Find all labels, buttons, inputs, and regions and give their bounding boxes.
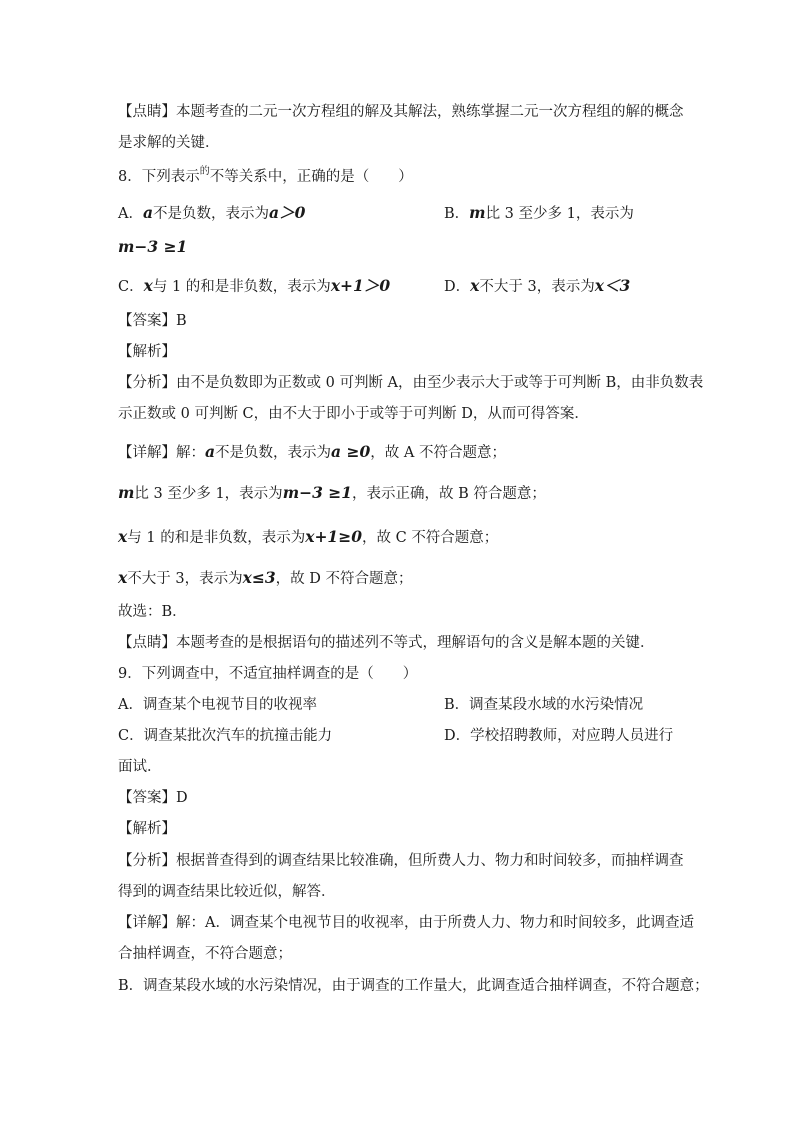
q8-detail-d (118, 568, 412, 589)
q9-detail-a-text-1: 解：A．调查某个电视节目的收视率，由于所费人力、物力和时间较多，此调查适 (176, 915, 694, 931)
q9-detail-a-line-1 (118, 913, 694, 933)
q9-option-d-line-1: D．学校招聘教师，对应聘人员进行 (444, 728, 674, 744)
q8-detail-c-end: ，故 C 不符合题意； (362, 530, 499, 546)
q9-fenxi-text-2: 得到的调查结果比较近似，解答． (118, 884, 336, 900)
q8-detail-d-end: ，故 D 不符合题意； (275, 571, 413, 587)
q8-detail-a (118, 442, 506, 463)
q8-option-c-math: x+1＞0 (330, 276, 391, 295)
q8-option-d-prefix: D． (444, 279, 471, 295)
q8-option-b-math-line (118, 237, 187, 258)
q9-fenxi-text-1: 根据普查得到的调查结果比较准确，但所费人力、物力和时间较多，而抽样调查 (176, 853, 684, 869)
q8-tip-label: 【点睛】 (118, 635, 176, 651)
q7-tip-line-2 (118, 133, 220, 153)
q8-option-c-var: x (143, 276, 153, 295)
q9-fenxi-label: 【分析】 (118, 853, 176, 869)
q8-detail-c-text: 与 1 的和是非负数，表示为 (127, 530, 306, 546)
q8-stem-b: 不等关系中，正确的是（ ） (209, 169, 413, 185)
q9-option-d-line-2: 面试． (118, 759, 162, 775)
q8-analysis-title: 【解析】 (118, 344, 176, 360)
q8-detail-a-text: 不是负数，表示为 (215, 445, 332, 461)
q7-tip-text-1: 本题考查的二元一次方程组的解及其解法，熟练掌握二元一次方程组的解的概念 (176, 104, 684, 120)
q8-option-a-var: a (142, 203, 154, 222)
q9-analysis-title: 【解析】 (118, 821, 176, 837)
q9-option-b: B．调查某段水域的水污染情况 (444, 697, 644, 713)
q8-option-a-text: 不是负数，表示为 (153, 206, 270, 222)
q8-option-b-var: m (469, 203, 486, 222)
q8-option-d-math: x＜3 (594, 276, 631, 295)
q8-option-b-prefix: B． (444, 206, 470, 222)
q8-option-a (118, 203, 305, 224)
q8-detail-a-math: a ≥0 (331, 442, 371, 461)
q8-option-d-var: x (470, 276, 480, 295)
q8-option-b-text: 比 3 至少多 1，表示为 (485, 206, 634, 222)
q8-fenxi-text-1: 由不是负数即为正数或 0 可判断 A，由至少表示大于或等于可判断 B，由非负数表 (176, 375, 704, 391)
q8-option-b-math: m−3 ≥1 (118, 237, 188, 256)
q9-option-a: A．调查某个电视节目的收视率 (118, 697, 317, 713)
q9-fenxi-line-1 (118, 851, 684, 871)
q8-tip (118, 633, 655, 653)
q8-detail-d-math: x≤3 (242, 568, 276, 587)
q8-detail-a-pre: 解： (176, 445, 205, 461)
q8-option-b (444, 203, 634, 224)
q8-stem-a: 8．下列表示 (118, 169, 200, 185)
q8-option-d-text: 不大于 3，表示为 (479, 279, 595, 295)
q8-detail-b-end: ，表示正确，故 B 符合题意； (352, 486, 546, 502)
q9-stem: 9．下列调查中，不适宜抽样调查的是（ ） (118, 666, 418, 682)
q8-answer: 【答案】B (118, 313, 187, 329)
q8-detail-label: 【详解】 (118, 445, 176, 461)
q9-detail-b: B．调查某段水域的水污染情况，由于调查的工作量大，此调查适合抽样调查，不符合题意； (118, 978, 709, 994)
q8-detail-c (118, 527, 498, 548)
q8-detail-c-var: x (118, 527, 128, 546)
q8-fenxi-text-2: 示正数或 0 可判断 C，由不大于即小于或等于可判断 D，从而可得答案． (118, 406, 589, 422)
q8-detail-c-math: x+1≥0 (305, 527, 362, 546)
q8-option-c-text: 与 1 的和是非负数，表示为 (152, 279, 331, 295)
q8-detail-d-text: 不大于 3，表示为 (127, 571, 243, 587)
q8-tip-text: 本题考查的是根据语句的描述列不等式，理解语句的含义是解本题的关键． (176, 635, 655, 651)
q8-stem-sup: 的 (199, 166, 210, 177)
q8-detail-a-end: ，故 A 不符合题意； (370, 445, 506, 461)
q8-fenxi-label: 【分析】 (118, 375, 176, 391)
q8-conclusion: 故选：B． (118, 604, 187, 620)
q7-tip-label: 【点睛】 (118, 104, 176, 120)
q8-detail-b-text: 比 3 至少多 1，表示为 (134, 486, 283, 502)
q7-tip-text-2: 是求解的关键． (118, 135, 220, 151)
q8-option-a-prefix: A． (118, 206, 143, 222)
q9-answer: 【答案】D (118, 790, 188, 806)
q8-stem (118, 167, 413, 189)
q7-tip-line-1 (118, 102, 684, 122)
q9-option-c: C．调查某批次汽车的抗撞击能力 (118, 728, 333, 744)
q8-detail-b-math: m−3 ≥1 (282, 483, 353, 502)
q8-option-a-math: a＞0 (269, 203, 306, 222)
q9-detail-label: 【详解】 (118, 915, 176, 931)
q8-option-d (444, 276, 630, 297)
q8-option-c-prefix: C． (118, 279, 144, 295)
q8-detail-b (118, 483, 546, 504)
q8-detail-b-var: m (118, 483, 135, 502)
q8-fenxi-line-1 (118, 373, 703, 393)
q8-option-c (118, 276, 390, 297)
q8-detail-a-var: a (205, 442, 216, 461)
q8-detail-d-var: x (118, 568, 128, 587)
q9-detail-a-text-2: 合抽样调查，不符合题意； (118, 946, 292, 962)
